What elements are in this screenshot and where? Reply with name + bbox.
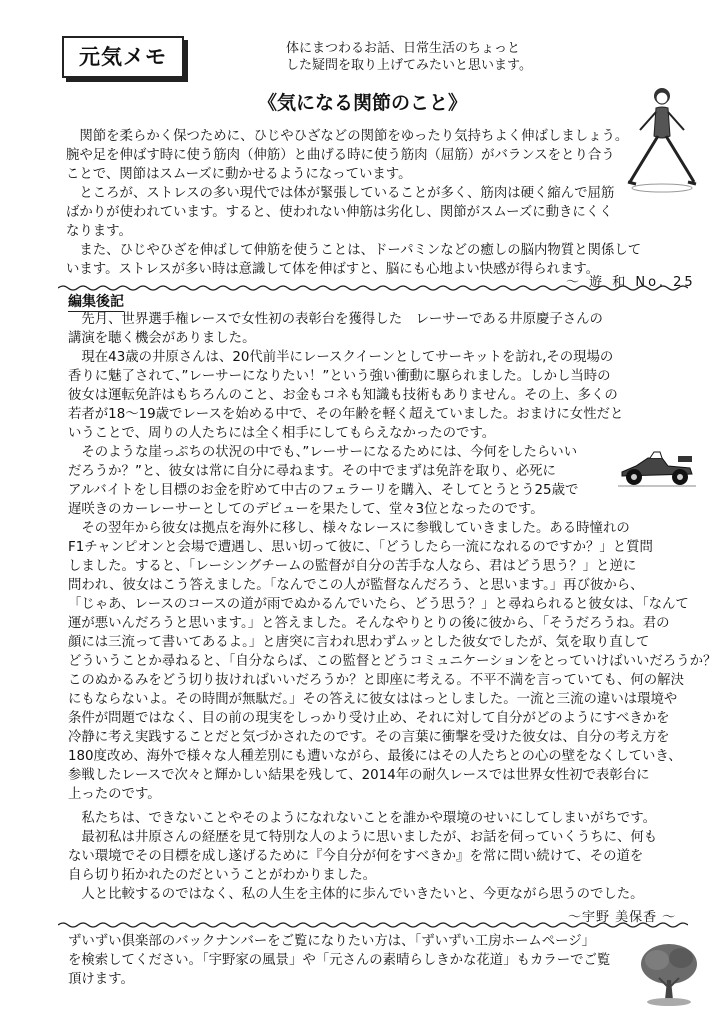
- intro-line: 体にまつわるお話、日常生活のちょっと: [286, 41, 521, 56]
- article-line: いうことで、周りの人たちには全く相手にしてもらえなかったのです。: [68, 426, 496, 441]
- article-line: だろうか？”と、彼女は常に自分に尋ねます。その中でまずは免許を取り、必死に: [68, 464, 556, 479]
- article-line: ない環境でその目標を成し遂げるために『今自分が何をすべきか』を常に問い続けて、その道を: [68, 849, 644, 864]
- article-line: 彼女は運転免許はもちろんのこと、お金もコネも知識も技術もありません。その上、多くの: [68, 388, 618, 403]
- article-line: 運が悪いんだろうと思います。」と答えました。そんなやりとりの後に彼から、「そうだろうね。君の: [68, 616, 670, 631]
- footer-line: ずいずい倶楽部のバックナンバーをご覧になりたい方は、「ずいずい工房ホームページ」: [68, 934, 596, 949]
- intro-line: した疑問を取り上げてみたいと思います。: [286, 58, 532, 73]
- genki-memo-badge: [62, 36, 184, 78]
- article-line: 香りに魅了されて、”レーサーになりたい！”という強い衝動に駆られました。しかし当時の: [68, 369, 611, 384]
- editor-note-body: [68, 310, 716, 804]
- editor-note-header: 編集後記: [68, 291, 124, 312]
- badge-label: 元気メモ: [79, 45, 167, 69]
- article-line: 腕や足を伸ばす時に使う筋肉（伸筋）と曲げる時に使う筋肉（屈筋）がバランスをとり合う: [66, 148, 615, 163]
- article-line: 「じゃあ、レースのコースの道が雨でぬかるんでいたら、どう思う？」と尋ねられると彼女は、「なんて: [68, 597, 689, 612]
- article-line: 問われ、彼女はこう答えました。「なんでこの人が監督なんだろう、と思います。」再び彼から、: [68, 578, 644, 593]
- article-line: 最初私は井原さんの経歴を見て特別な人のように思いましたが、お話を伺っていくうちに、何も: [68, 830, 658, 845]
- article-line: このぬかるみをどう切り抜ければいいだろうか？と即座に考える。不平不満を言っていても、何の解決: [68, 673, 684, 688]
- article-line: 参戦したレースで次々と輝かしい結果を残して、2014年の耐久レースでは世界女性初で表彰台に: [68, 768, 650, 783]
- article-line: また、ひじやひざを伸ばして伸筋を使うことは、ドーパミンなどの癒しの脳内物質と関係して: [66, 243, 642, 258]
- wavy-divider: [58, 284, 688, 292]
- article-line: 条件が問題ではなく、目の前の現実をしっかり受け止め、それに対して自分がどのようにすべきかを: [68, 711, 670, 726]
- article-line: その翌年から彼女は拠点を海外に移し、様々なレースに参戦していきました。ある時憧れの: [68, 521, 630, 536]
- footer-note: [68, 932, 610, 989]
- tree-illustration: [637, 942, 701, 1008]
- article-line: 私たちは、できないことやそのようになれないことを誰かや環境のせいにしてしまいがちです。: [68, 811, 656, 826]
- article-body: [66, 127, 641, 279]
- article-line: どういうことか尋ねると、「自分ならば、この監督とどうコミュニケーションをとっていけばいいだろうか？: [68, 654, 717, 669]
- article-line: F1チャンピオンと会場で遭遇し、思い切って彼に、「どうしたら一流になれるのですか？」と質問: [68, 540, 653, 555]
- signature: 〜 遊 和 No. 25: [566, 275, 696, 290]
- article-line: 講演を聴く機会がありました。: [68, 331, 256, 346]
- signature: 〜宇野 美保香 〜: [568, 910, 677, 925]
- article-line: 関節を柔らかく保つために、ひじやひざなどの関節をゆったり気持ちよく伸ばしましょう。: [66, 129, 629, 144]
- closing-paragraph: [68, 809, 657, 904]
- intro-text: [286, 40, 532, 74]
- article-line: にもならないよ。その時間が無駄だ。」その答えに彼女ははっとしました。一流と三流の違いは環境や: [68, 692, 678, 707]
- article-line: なります。: [66, 224, 132, 239]
- footer-line: 頂けます。: [68, 972, 134, 987]
- article-line: 先月、世界選手権レースで女性初の表彰台を獲得した レーサーである井原慶子さんの: [68, 312, 603, 327]
- article-title: 《気になる関節のこと》: [258, 92, 468, 114]
- article-line: 現在43歳の井原さんは、20代前半にレースクイーンとしてサーキットを訪れ,その現場の: [68, 350, 614, 365]
- article-line: しました。すると、「レーシングチームの監督が自分の苦手な人なら、君はどう思う？」と逆に: [68, 559, 637, 574]
- article-line: 人と比較するのではなく、私の人生を主体的に歩んでいきたいと、今更ながら思うのでした。: [68, 887, 644, 902]
- article-line: います。ストレスが多い時は意識して体を伸ばすと、脳にも心地よい快感が得られます。: [66, 262, 600, 277]
- article-line: ばかりが使われています。すると、使われない伸筋は劣化し、関節がスムーズに動きにくく: [66, 205, 613, 220]
- footer-line: を検索してください。「宇野家の風景」や「元さんの素晴らしきかな花道」もカラーでご覧: [68, 953, 611, 968]
- article-line: 顔には三流って書いてあるよ。」と唐突に言われ思わずムッとした彼女でしたが、気を取り直して: [68, 635, 650, 650]
- article-line: アルバイトをし目標のお金を貯めて中古のフェラーリを購入、そしてとうとう25歳で: [68, 483, 579, 498]
- article-line: ことで、関節はスムーズに動かせるようになっています。: [66, 167, 412, 182]
- article-line: 自ら切り拓かれたのだということがわかりました。: [68, 868, 376, 883]
- wavy-divider: [58, 921, 688, 929]
- article-line: そのような崖っぷちの状況の中でも、”レーサーになるためには、今何をしたらいい: [68, 445, 578, 460]
- article-line: ところが、ストレスの多い現代では体が緊張していることが多く、筋肉は硬く縮んで屈筋: [66, 186, 615, 201]
- article-line: 若者が18〜19歳でレースを始める中で、その年齢を軽く超えていました。おまけに女性だと: [68, 407, 624, 422]
- article-line: 180度改め、海外で様々な人種差別にも遭いながら、最後にはその人たちとの心の壁をなくしていき、: [68, 749, 682, 764]
- article-line: 上ったのです。: [68, 787, 161, 802]
- race-car-illustration: [618, 444, 696, 488]
- article-line: 遅咲きのカーレーサーとしてのデビューを果たして、堂々3位となったのです。: [68, 502, 544, 517]
- article-line: 冷静に考え実践することだと気づかされたのです。その言葉に衝撃を受けた彼女は、自分の考え方を: [68, 730, 670, 745]
